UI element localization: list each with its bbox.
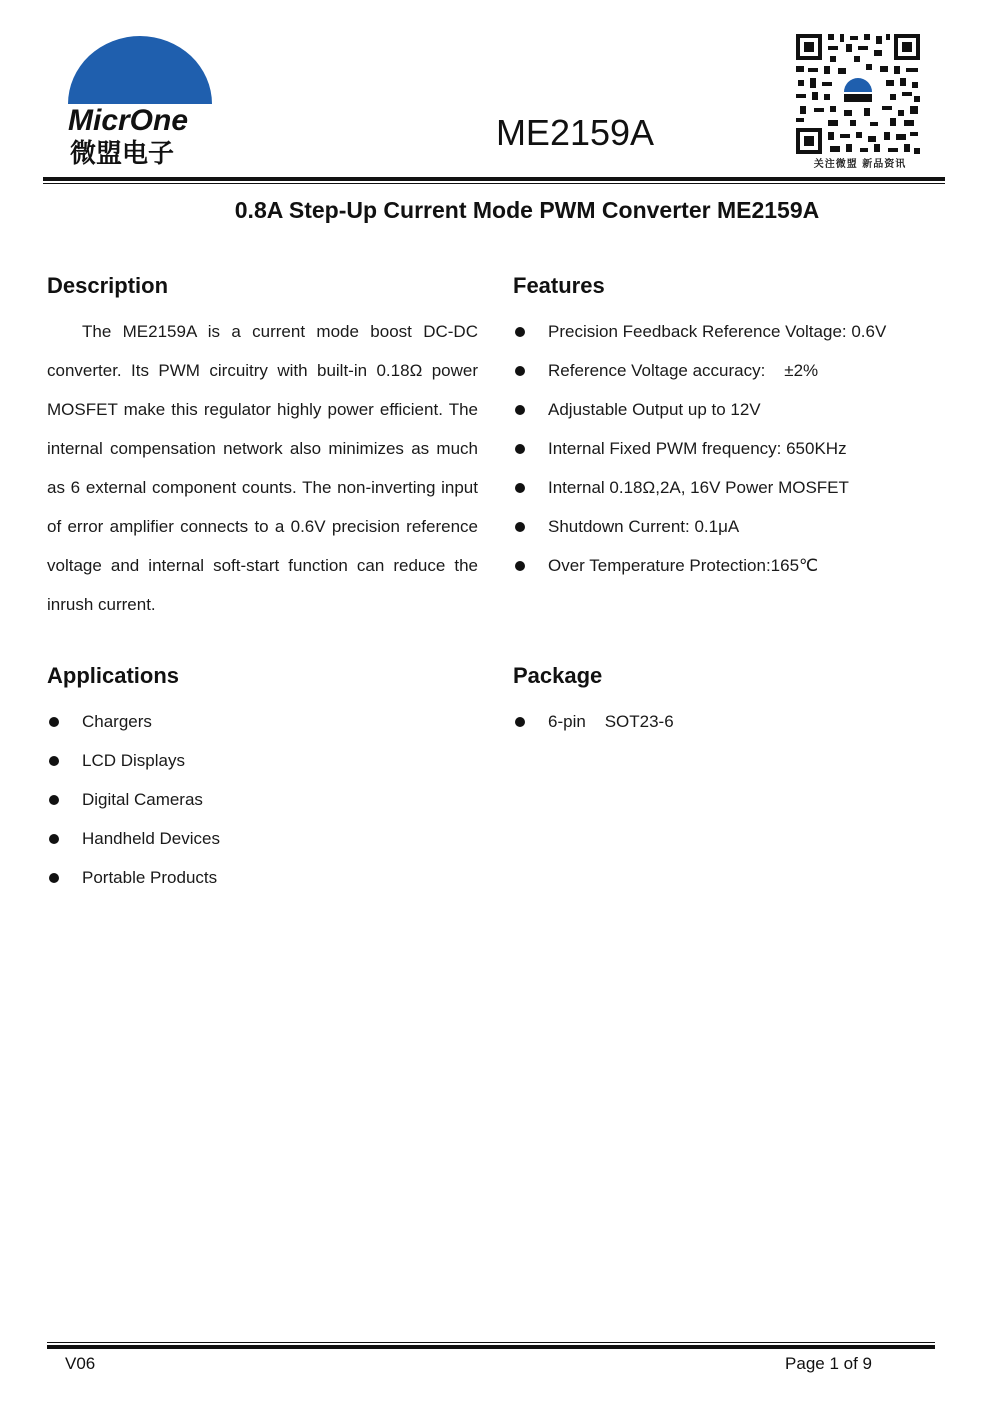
application-item xyxy=(47,702,447,741)
bullet-icon xyxy=(515,483,525,493)
qr-code-icon xyxy=(794,32,922,156)
logo-wordmark: MicrOne xyxy=(68,104,189,137)
feature-text: Over Temperature Protection:165℃ xyxy=(548,556,819,575)
application-item xyxy=(47,819,447,858)
feature-item xyxy=(513,507,953,546)
feature-text: Shutdown Current: 0.1μA xyxy=(548,517,740,536)
document-title: 0.8A Step-Up Current Mode PWM Converter ME2159A xyxy=(234,197,820,223)
feature-item xyxy=(513,429,953,468)
feature-text: Internal 0.18Ω,2A, 16V Power MOSFET xyxy=(548,478,849,497)
microne-logo xyxy=(62,36,222,172)
features-heading: Features xyxy=(513,273,605,298)
part-number-header: ME2159A xyxy=(495,112,655,153)
qr-caption: 关注微盟 新品资讯 xyxy=(813,159,907,170)
feature-text: Adjustable Output up to 12V xyxy=(548,400,761,419)
application-text: LCD Displays xyxy=(82,751,185,770)
header-rule-thick xyxy=(43,177,945,181)
description-paragraph: The ME2159A is a current mode boost DC-DC converter. Its PWM circuitry with built-in 0.18Ω power MOSFET make this regulator highly power efficient. The internal compensation network also minimizes as much as 6 external component counts. The non-inverting input of error amplifier connects to a 0.6V precision reference voltage and internal soft-start function can reduce the inrush current. xyxy=(47,322,478,614)
applications-list xyxy=(47,702,447,897)
feature-item xyxy=(513,312,953,351)
description-heading: Description xyxy=(47,273,169,298)
package-heading: Package xyxy=(513,663,603,688)
feature-text: Internal Fixed PWM frequency: 650KHz xyxy=(548,439,847,458)
application-text: Portable Products xyxy=(82,868,218,887)
bullet-icon xyxy=(49,756,59,766)
bullet-icon xyxy=(49,717,59,727)
bullet-icon xyxy=(49,834,59,844)
bullet-icon xyxy=(515,444,525,454)
header-rule-thin xyxy=(43,183,945,184)
application-item xyxy=(47,780,447,819)
features-list xyxy=(513,312,953,585)
feature-item xyxy=(513,546,953,585)
feature-item xyxy=(513,390,953,429)
bullet-icon xyxy=(515,717,525,727)
application-text: Digital Cameras xyxy=(82,790,203,809)
bullet-icon xyxy=(515,522,525,532)
feature-text: Precision Feedback Reference Voltage: 0.6V xyxy=(548,322,887,341)
application-item xyxy=(47,741,447,780)
bullet-icon xyxy=(49,873,59,883)
application-item xyxy=(47,858,447,897)
footer-page-number: Page 1 of 9 xyxy=(785,1354,872,1373)
footer-rule-thick xyxy=(47,1345,935,1349)
feature-text: Reference Voltage accuracy: ±2% xyxy=(548,361,819,380)
bullet-icon xyxy=(515,327,525,337)
application-text: Chargers xyxy=(82,712,152,731)
footer-version: V06 xyxy=(65,1354,96,1373)
feature-item xyxy=(513,351,953,390)
package-text: 6-pin SOT23-6 xyxy=(548,712,674,731)
application-text: Handheld Devices xyxy=(82,829,220,848)
package-list xyxy=(513,702,913,741)
package-item xyxy=(513,702,913,741)
applications-heading: Applications xyxy=(47,663,180,688)
bullet-icon xyxy=(515,366,525,376)
logo-chinese-text: 微盟电子 xyxy=(70,139,175,169)
bullet-icon xyxy=(49,795,59,805)
footer-rule-thin xyxy=(47,1342,935,1343)
bullet-icon xyxy=(515,561,525,571)
bullet-icon xyxy=(515,405,525,415)
feature-item xyxy=(513,468,953,507)
